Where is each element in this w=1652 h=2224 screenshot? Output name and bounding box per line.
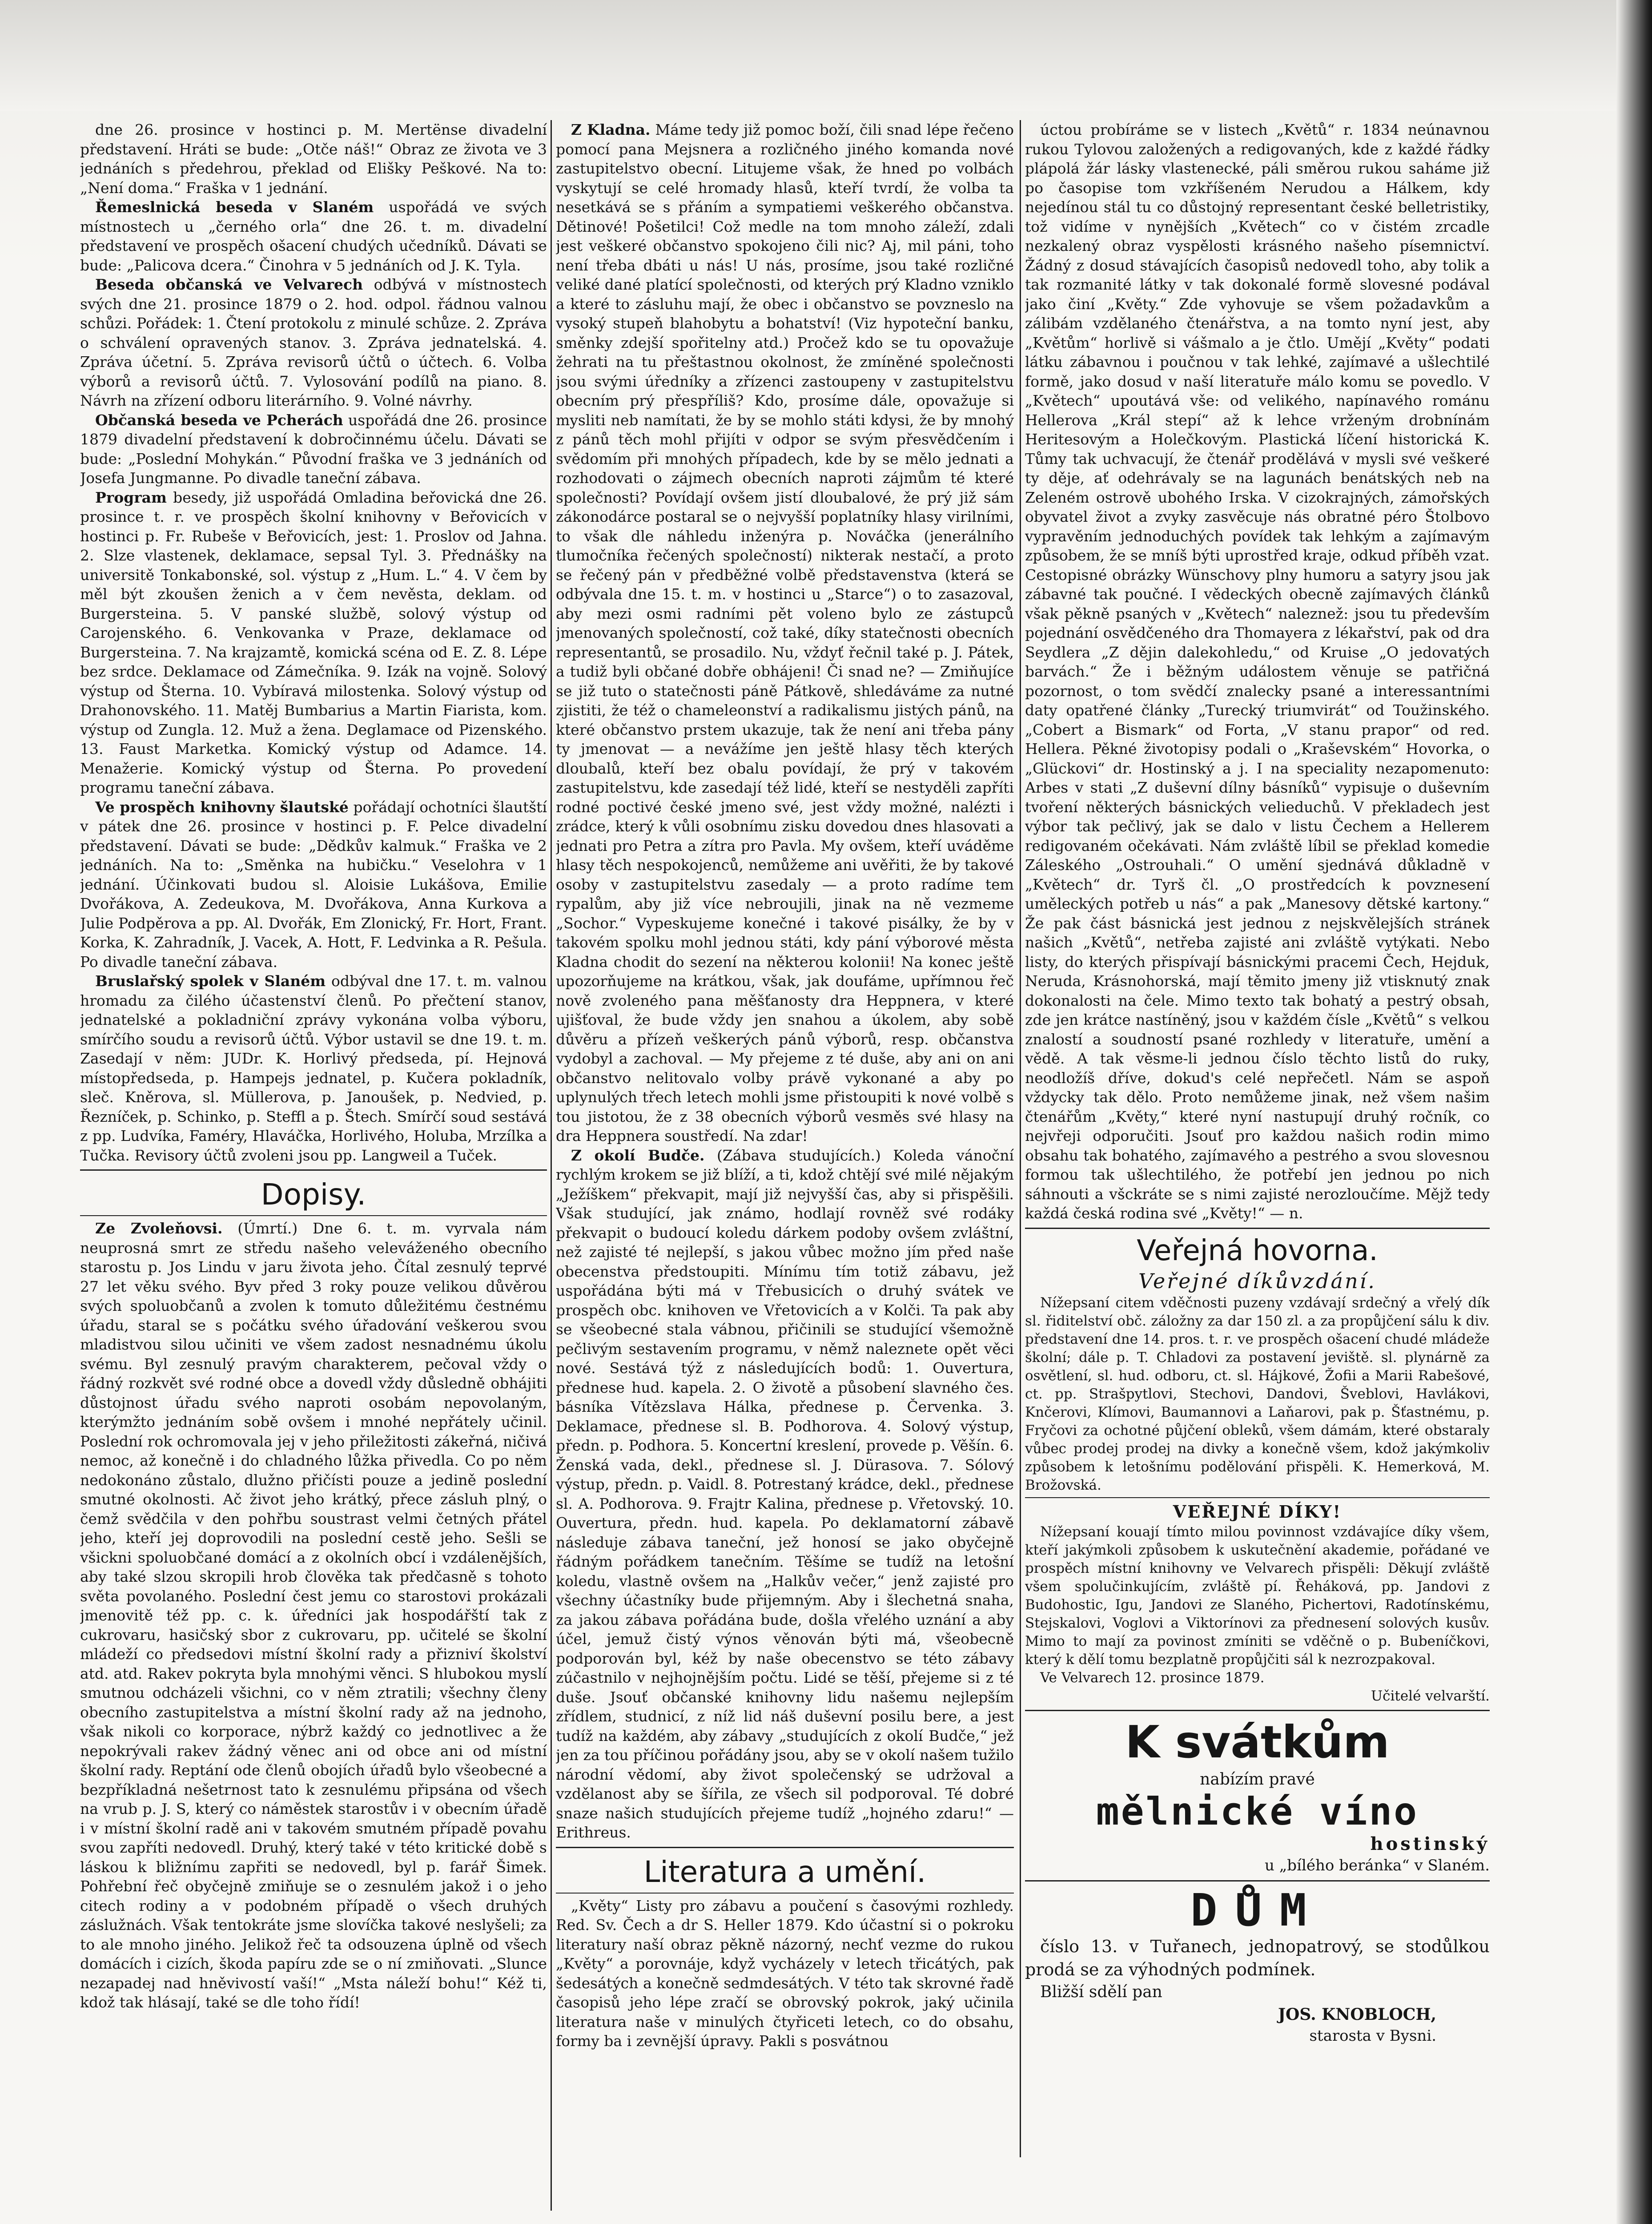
notice-text: Nížepsaní citem vděčnosti puzeny vzdávají srdečný a vřelý dík sl. řiditelství obč. záložny za dar 150 zl. a za propůjčení sálu k div. představení dne 14. pros. t. r. ve prospěch ošacení chudé mládeže školní; dále p. T. Chladovi za postavení jeviště. sl. plynárně za osvětlení, sl. hud. odboru, ct. sl. Hájkové, Žofii a Marii Rabešové, ct. pp. Strašpytlovi, Stechovi, Dandovi, Šveblovi, Havlákovi, Knčerovi, Klímovi, Baumannovi a Laňarovi, pak p. Šťastnému, p. Fryčovi za ochotné půjčení obleků, všem dámám, které obstaraly vůbec prodej prodej na divky a konečně všem, kdož jakýmkoliv způsobem k letošnímu podělování přispěli. K. Hemerková, M. Brožovská. [1025, 1294, 1490, 1493]
article-text: pořádají ochotníci šlautští v pátek dne 26. prosince v hostinci p. F. Pelce divadelní představení. Dávati se bude: „Dědkův kalmuk.“ Fraška ve 2 jednáních. Na to: „Směnka na hubičku.“ Veselohra v 1 jednání. Účinkovati budou sl. Aloisie Lukášova, Emilie Dvořákova, A. Zedeukova, M. Dvořákova, Anna Kurkova a Julie Podpěrova a pp. Al. Dvořák, Em Zlonický, Fr. Hort, Frant. Korka, K. Zahradník, J. Vacek, A. Hott, F. Ledvinka a R. Pešula. Po divadle taneční zábava. [80, 798, 547, 971]
ad-title: K svátkům [1125, 1716, 1390, 1768]
section-heading-literatura: Literatura a umění. [643, 1854, 926, 1889]
section-rule [556, 1893, 1014, 1894]
article-text: úctou probíráme se v listech „Květů“ r. 1834 neúnavnou rukou Tylovou založených a redigovaných, kde z každé řádky plápolá žár lásky vlastenecké, páli směrou rukou saháme již po časopise tom vzkříšeném Nerudou a Hálkem, kdy nejedínou stál tu co důstojný representant české belletristiky, tož vidíme v nynějších „Květech“ co v čistém zrcadle nezkalený obraz vyspělosti krásného našeho písemnictví. Žádný z dosud stávajících časopisů nedovedl toho, aby tolik a tak rozmanité látky v tak dokonalé formě slovesné podával jako činí „Květy.“ Zde vyhovuje se všem požadavkům a zálibám vzdělaného čtenářstva, a na tomto nyní jest, aby „Květům“ horlivě si vášmalo a je čtlo. Umějí „Květy“ podati látku zábavnou i poučnou v tak lehké, zajímavé a ušlechtilé formě, jako dosud v naší literatuře málo komu se povedlo. V „Květech“ upoutává vše: od velikého, napínavého románu Hellerova „Král stepí“ až k lehce vrženým drobnínám Heritesovým a Holečkovým. Plastická líčení historická K. Tůmy tak uchvacují, že čtenář prodělává v mysli své veškeré ty děje, ať odehrávaly se na lagunách benátských neb na Zeleném ostrově ubohého Irska. V cizokrajných, zámořských obyvatel život a zvyky zasvěcuje nás obratné péro Štolbovo vypravěním jednoduchých povídek tak lehkým a zajímavým způsobem, že se mníš býti uprostřed kraje, odkud příběh vzat. Cestopisné obrázky Wünschovy plny humoru a satyry jsou jak zábavné tak poučné. I vědeckých obecně zajímavých článků však pěkně psaných v „Květech“ naleznež: jsou tu především pojednání osvědčeného dra Thomayera z lékařství, pak od dra Seydlera „Z dějin dalekohledu,“ od Kruise „O jedovatých barvách.“ Že i běžným událostem věnuje se patřičná pozornost, o tom svědčí znalecky psané a interessantními daty opatřené články „Turecký triumvirát“ od Toužinského. „Cobert a Bismark“ od Forta, „V stanu prapor“ od red. Hellera. Pěkné životopisy podali o „Kraševském“ Hovorka, o „Glückovi“ dr. Hostinský a j. I na speciality nezapomenuto: Arbes v stati „Z duševní dílny básníků“ vypisuje o duševním tvoření některých básnických velieduchů. V překladech jest výbor tak pečlivý, jak se dalo v listu Čechem a Hellerem redigovaném očekávati. Nám zvláště líbil se překlad komedie Záleského „Ostrouhali.“ O umění sjednává důkladně v „Květech“ dr. Tyrš čl. „O prostředcích k povznesení uměleckých potřeb u nás“ a pak „Manesovy dětské kartony.“ Že pak část básnická jest jednou z nejskvělejších stránek našich „Květů“, netřeba zajisté ani zvláště vytýkati. Nebo listy, do kterých přispívají básnickými pracemi Čech, Hejduk, Neruda, Krásnohorská, mají těmito jmeny již vtisknutý znak dokonalosti na čele. Mimo texto tak bohatý a pestrý obsah, zde jen krátce nastíněný, jsou v každém čísle „Květů“ s velkou znalostí a soudností psané rozhledy v literatuře, umění a vědě. A tak věsme-li jednou číslo těchto listů do ruky, neodložíš dříve, dokud's celé nepřečetl. Nám se aspoň vždycky tak dělo. Proto nemůžeme jinak, než všem našim čtenářům „Květy,“ které nyní nastupují druhý ročník, co nejvřeji odporučiti. Jsouť pro každou našich rodin mimo obsahu tak bohatého, zajímavého a pestrého a svou slovesnou formou tak ušlechtilého, že potřebí jen jednou po nich sáhnouti a všckráte se s nimi zajisté nerozloučíme. Mějž tedy každá česká rodina své „Květy!“ — n. [1025, 121, 1490, 1222]
notice-heading: Veřejné díkůvzdání. [1138, 1269, 1376, 1293]
article-item [80, 275, 547, 411]
notice-heading: VEŘEJNÉ DÍKY! [1173, 1501, 1342, 1522]
section-heading-dopisy: Dopisy. [261, 1177, 366, 1212]
section-rule [80, 1215, 547, 1216]
article-text: (Úmrtí.) Dne 6. t. m. vyrvala nám neuprosná smrt ze středu našeho veleváženého obecního starostu p. Jos Lindu v jaru života jeho. Čítal zesnulý teprvé 27 let věku svého. Byv před 3 roky pouze velikou důvěrou svých spoluobčanů a zvolen k tomuto důležitému čestnému úřadu, staral se s počátku svého úřadování veškerou svou mladistvou silou učiniti ve všem zadost nesnadnému úkolu svému. Byl zesnulý pravým charakterem, pečoval vždy o řádný rozkvět své rodné obce a dovedl vždy důsledně obhájiti důstojnost úřadu svého naproti osobám nepovolaným, kterýmžto jednáním sobě ovšem i mnohé nepřátely učinil. Poslední rok ochromovala jej v jeho přiležitosti zákeřná, ničivá nemoc, až konečně i do chladného lůžka přivedla. Co po něm nedokonáno zůstalo, dlužno přičísti pouze a jedině poslední smutné okolnosti. Ač život jeho krátký, přece zásluh plný, o čemž svědčila v den pohřbu soustrast velmi četných přátel jeho, kteří jej doprovodili na poslední cestě jeho. Sešli se všickni spoluobčané domácí a z okolních obcí i vzdálenějších, aby také slzou skropili hrob člověka tak předčasně s tohoto světa povolaného. Poslední čest jemu co starostovi prokázali jmenovitě též pp. c. k. úředníci jak hospodářští tak z cukrovaru, hasičský sbor z cukrovaru, pp. učitelé se školní mládeží co předsedovi místní školní rady a přizniví školství atd. atd. Rakev pokryta byla mnohými věnci. S hlubokou myslí smutnou odcházeli všichni, co v něm ztratili; všechny členy obecního zastupitelstva a místní školní rady až na jednoho, však nikoli co korporace, nýbrž každý co jednotlivec a že nepokrývali rakev žádný věnec ani od obce ani od místní školní rady. Reptání ode členů obojích úřadů bylo všeobecné a bezpříkladná nešetrnost tato k zesnulému připsána od všech na vrub p. J. S, který co náměstek starostův i v obecním úřadě i v místní školní radě ani v takovém smutném případě povahu svou zapříti nedovedl. Druhý, který také v této kritické době s láskou k bližnímu zapřiti se nedovedl, byl p. farář Šimek. Pohřební řeč obyčejně zmiňuje se o zesnulém jakož i o jeho citech rodiny a v podobném případě o všech druhých záslužnách. Však tentokráte jsme slovíčka takové neslyšeli; za to ale mnoho jiného. Jelikož řeč ta odsouzena úplně od všech domácích i cizích, škoda papíru zde se o ní zmiňovati. „Slunce nezapadej nad hněvivostí vaší!“ „Msta náleží bohu!“ Kéž ti, kdož tak hlásají, také se dle toho řídí! [80, 1220, 547, 2011]
column-3 [1025, 120, 1490, 2148]
article-item [80, 971, 547, 1165]
ad-rule [1025, 1880, 1490, 1882]
article-heading: Z okolí Budče. [571, 1146, 705, 1164]
article-item [80, 1219, 547, 2012]
article-text: odbýval dne 17. t. m. valnou hromadu za čilého účastenství členů. Po přečtení stanov, jednatelské a pokladniční zprávy vykonána volba výboru, smírčího soudu a revisorů účtů. Výbor ustavil se dne 19. t. m. Zasedají v něm: JUDr. K. Horlivý předseda, pí. Hejnová místopředseda, p. Hampejs jednatel, p. Kučera pokladník, sleč. Kněrova, sl. Müllerova, p. Janoušek, p. Nedvied, p. Řezníček, p. Schinko, p. Steffl a p. Štech. Smírčí soud sestává z pp. Ludvíka, Faméry, Hlaváčka, Horlivého, Holuba, Mrzílka a Tučka. Revisory účtů zvoleni jsou pp. Langweil a Tuček. [80, 972, 547, 1164]
notice-text: Nížepsaní kouají tímto milou povinnost vzdávajíce díky všem, kteří jakýmkoli způsobem k uskutečnění akademie, pořádané ve prospěch místní knihovny ve Velvarech přispěli: Děkují zvláště všem spolučinkujícím, zvláště pí. Řeháková, pp. Jandovi z Budohostic, Igu, Jandovi ze Slaného, Pichertovi, Radotínskému, Stejskalovi, Voglovi a Viktorínovi za přednesení solových kusův. Mimo to mají za povinost zmíniti se vděčně o p. Bubeníčkovi, který k dělí tomu bezplatně propůjčiti sál k nezrozpakoval. [1025, 1523, 1490, 1668]
article-item [80, 411, 547, 488]
column-divider [1020, 120, 1021, 2157]
section-heading-hovorna: Veřejná hovorna. [1137, 1234, 1378, 1267]
ad-text: číslo 13. v Tuřanech, jednopatrový, se stodůlkou prodá se za výhodných podmínek. [1025, 1936, 1490, 1979]
ad-product: mělnické víno [1096, 1789, 1419, 1834]
section-rule [1025, 1497, 1490, 1498]
section-rule [1025, 1228, 1490, 1229]
notice-signature: Učitelé velvarští. [1371, 1688, 1490, 1704]
article-heading: Ve prospěch knihovny šlautské [95, 798, 349, 816]
section-rule [80, 1169, 547, 1171]
article-heading: Bruslařský spolek v Slaném [95, 972, 326, 990]
article-item [80, 798, 547, 972]
section-rule [556, 1847, 1014, 1848]
ad-seller: hostinský [1370, 1833, 1490, 1854]
ad-contact-role: starosta v Bysni. [1309, 2027, 1436, 2045]
article-heading: Z Kladna. [571, 121, 651, 138]
article-text: uspořádá dne 26. prosince 1879 divadelní představení k dobročinnému účelu. Dávati se bude: „Poslední Mohykán.“ Původní fraška ve 3 jednáních od Josefa Jungmanne. Po divadle taneční zábava. [80, 411, 547, 487]
scan-right-edge [1616, 0, 1652, 2224]
scan-top-shadow [0, 0, 1652, 111]
article-heading: Ze Zvoleňovsi. [95, 1220, 223, 1237]
article-text: besedy, již uspořádá Omladina beřovická dne 26. prosince t. r. ve prospěch školní knihovny v Beřovicích v hostinci p. Fr. Rubeše v Beřovicích, jest: 1. Proslov od Jahna. 2. Slze vlastenek, deklamace, sepsal Tyl. 3. Přednášky na universitě Tonkabonské, sol. výstup z „Hum. L.“ 4. V čem by měl být zkoušen ženich a v čem nevěsta, deklam. od Burgersteina. 5. V panské službě, solový výstup od Carojenského. 6. Venkovanka v Praze, deklamace od Burgersteina. 7. Na krajzamtě, komická scéna od E. Z. 8. Lépe bez srdce. Deklamace od Zámečníka. 9. Izák na vojně. Solový výstup od Šterna. 10. Vybíravá milostenka. Solový výstup od Drahonovského. 11. Matěj Bumbarius a Martin Fiarista, kom. výstup od Zungla. 12. Muž a žena. Deglamace od Pizenského. 13. Faust Marketka. Komický výstup od Adamce. 14. Menažerie. Komický výstup od Šterna. Po provedení programu taneční zábava. [80, 488, 547, 796]
article-heading: Občanská beseda ve Pcherách [95, 411, 343, 429]
article-item [556, 1146, 1014, 1842]
article-text: odbývá v místnostech svých dne 21. prosince 1879 o 2. hod. odpol. řádnou valnou schůzi. Pořádek: 1. Čtení protokolu z minulé schůze. 2. Zpráva o schválení opravených stanov. 3. Zpráva jednatelská. 4. Zpráva účetní. 5. Zpráva revisorů účtů o účtech. 6. Volba výborů a revisorů účtů. 7. Vylosování podílů na piano. 8. Návrh na zřízení odboru literárního. 9. Volné návrhy. [80, 276, 547, 409]
ad-title: DŮM [1190, 1884, 1324, 1936]
ad-contact-name: JOS. KNOBLOCH, [1278, 2005, 1436, 2024]
notice-date: Ve Velvarech 12. prosince 1879. [1040, 1669, 1265, 1686]
column-1 [80, 120, 547, 2220]
article-text: dne 26. prosince v hostinci p. M. Mertënse divadelní představení. Hráti se bude: „Otče náš!“ Obraz ze života ve 3 jednáních s předehrou, překlad od Elišky Peškové. Na to: „Není doma.“ Fraška v 1 jednání. [80, 121, 547, 197]
column-2 [556, 120, 1014, 2211]
article-item [556, 120, 1014, 1146]
article-item [80, 488, 547, 798]
article-text: „Květy“ Listy pro zábavu a poučení s časovými rozhledy. Red. Sv. Čech a dr S. Heller 1879. Kdo účastní si o pokroku literatury naší obraz pěkně názorný, nechť vezme do rukou „Květy“ a porovnáje, když vycházely v letech třicátých, pak šedesátých a konečně sedmdesátých. V této tak skrovné řadě časopisů jeho lépe zračí se obrovský pokrok, jaký učinila literatura naše v minulých čtyřiceti letech, co do obsahu, formy ba i zevnější úpravy. Pakli s posvátnou [556, 1897, 1014, 2050]
article-text: uspořádá ve svých místnostech u „černého orla“ dne 26. t. m. divadelní představení ve prospěch ošacení chudých učedníků. Dávati se bude: „Palicova dcera.“ Činohra v 5 jednáních od J. K. Tyla. [80, 198, 547, 274]
ad-location: u „bílého beránka“ v Slaném. [1264, 1856, 1490, 1874]
article-item [80, 197, 547, 275]
ad-rule [1025, 1710, 1490, 1711]
article-heading: Program [95, 488, 167, 506]
ad-text: Bližší sdělí pan [1040, 1982, 1162, 2001]
article-text: (Zábava studujících.) Koleda vánoční rychlým krokem se již blíží, a ti, kdož chtějí své milé nějakým „Ježíškem“ překvapit, mají již nejvyšší čas, aby si přispěšili. Však studující, jak známo, hodlají rovněž své rodáky překvapit o budoucí koledu dárkem podoby ovšem zvláštní, než zajisté té nejlepší, s jakou vůbec možno jím před naše obecenstva předstoupiti. Mínímu tím totiž zábavu, jež uspořádána býti má v Třebusicích o druhý svátek ve prospěch obc. knihoven ve Vřetovicích a v Kolči. Ta pak aby se všeobecné stala vábnou, přičinili se studující všemožně pečlivým sestavením programu, v němž naleznete opět věci nové. Sestává týž z následujících bodů: 1. Ouvertura, přednese hud. kapela. 2. O životě a působení slavného čes. básníka Vítězslava Hálka, přednese p. Červenka. 3. Deklamace, přednese sl. B. Podhorova. 4. Solový výstup, předn. p. Podhora. 5. Koncertní kreslení, provede p. Věšín. 6. Ženská vada, dekl., přednese sl. J. Dürasova. 7. Sólový výstup, předn. p. Vaidl. 8. Potrestaný krádce, dekl., přednese sl. A. Podhorova. 9. Frajtr Kalina, přednese p. Vřetovský. 10. Ouvertura, předn. hud. kapela. Po deklamatorní zábavě následuje zábava taneční, jež honosí se jako obyčejně řádným pořádkem tanečním. Těšíme se tudíž na letošní koledu, vlastně ovšem na „Halkův večer,“ jenž zajisté pro všechny účastníky bude přijemným. Aby i šlechetná snaha, za jakou zábava pořádána bude, došla vřelého uznání a aby účel, jemuž čistý výnos věnován býti má, všeobecně podporován byl, kéž by naše obecenstvo se této zábavy zúčastnilo v nejhojnějším počtu. Lidé se těší, přejeme si z té duše. Jsouť občanské knihovny lidu našemu nejlepším zřídlem, studnicí, z níž lid náš duševní posilu bere, a jest tudíž na každém, aby zábavy „studujících z okolí Budče,“ jež jen za tou příčinou pořádány jsou, aby se v okolí našem tužilo národní vědomí, aby život společenský se udržoval a vzdělanost aby se šířila, ze všech sil podporoval. Té dobré snaze našich studujících přejeme tudíž „hojného zdaru!“ — Erithreus. [556, 1146, 1014, 1841]
column-divider [551, 120, 552, 2211]
article-text: Máme tedy již pomoc boží, čili snad lépe řečeno pomocí pana Mejsnera a rozličného jiného komanda nové zastupitelstvo obecní. Litujeme však, že hned po volbách vyskytují se celé hromady hlasů, kteří tvrdí, že volba ta nesetkává se s přáním a sympatiemi veškerého občanstva. Dětinové! Pošetilci! Což medle na tom mnoho záleží, zdali jest veškeré občanstvo spokojeno čili nic? Aj, mil páni, toho není třeba dbáti u nás! U nás, prosíme, jsou také rozličné veliké dané platící společnosti, od kterých prý Kladno vzniklo a které to zásluhu mají, že obec i občanstvo se povzneslo na vysoký stupeň blahobytu a bohatství! (Viz hypoteční banku, směnky zdejší spořitelny atd.) Pročež kdo se tu opovažuje žehrati na tu přeštastnou okolnost, že zmíněné společnosti jsou svými úředníky a zřízenci zastoupeny v zastupitelstvu obecním prý přespříliš? Kdo, prosíme dále, opovažuje si mysliti neb namítati, že by se mohlo státi kdysi, že by mnohý z pánů těch mohl přijíti v odpor se svým přesvědčením i svědomím při mnohých případech, kde by se mělo jednati a rozhodovati o zájmech obecních naproti zájmům té které společnosti? Povídají ovšem jistí dloubalové, že prý již sám zákonodárce postaral se o nejvyšší poplatníky hlasy virilními, to však dle náhledu inženýra p. Nováčka (jenerálního tlumočníka řečených společností) nikterak nestačí, a proto se řečený pán v předběžné volbě představenstva (která se odbývala dne 15. t. m. v hostinci u „Starce“) o to zasazoval, aby mezi osmi radními pět voleno bylo ze zástupců jmenovaných společností, což také, díky statečnosti obecních representantů, se prosadilo. Nu, vždyť řečnil také p. J. Pátek, a tudiž byli občané dobře obhájeni! Či snad ne? — Zmiňujíce se již tuto o statečnosti páně Pátkově, shledáváme za nutné zjistiti, že též o chameleonství a radikalismu jistých pánů, na které občanstvo prstem ukazuje, tak že není ani třeba pány ty jmenovat — a nevážíme jen ještě hlasy těch kterých dloubalů, kteří bez obalu povídají, že prý v takovém zastupitelstvu, kde zasedají též lidé, kteří se nestyděli zapříti rodné poctivé české jmeno své, jest vždy možné, nalézti i zrádce, který k vůli osobnímu zisku dovedou dnes hlasovati a jednati pro Petra a zítra pro Pavla. My ovšem, kteří uváděme hlasy těch nespokojenců, nemůžeme ani uvěřiti, že by takové osoby v zastupitelstvu zasedaly — a proto radíme tem rypalům, aby již více nebroujili, jinak na ně vezmeme „Sochor.“ Vypeskujeme konečné i takové pisálky, že by v takovém spolku mohl jednou státi, kdy pání výborové města Kladna chodit do sezení na některou kolonii! Na konec ještě upozorňujeme na krátkou, však, jak doufáme, upřímnou řeč nově zvoleného pana měšťanosty dra Heppnera, v které ujišťoval, že bude vždy jen snahou a úkolem, aby sobě důvěru a přízeň veškerých pánů výborů, resp. občanstva vydobyl a zachoval. — My přejeme z té duše, aby ani on ani občanstvo nelitovalo volby právě vykonané a aby po uplynulých třech letech mohli jsme přistoupiti k nové volbě s tou jistotou, že z 38 obecních výborů vesměs své hlasy na dra Heppnera soustředí. Na zdar! [556, 121, 1014, 1144]
article-heading: Řemeslnická beseda v Slaném [95, 198, 374, 216]
article-heading: Beseda občanská ve Velvarech [95, 276, 363, 293]
ad-subtitle: nabízím pravé [1200, 1770, 1315, 1789]
